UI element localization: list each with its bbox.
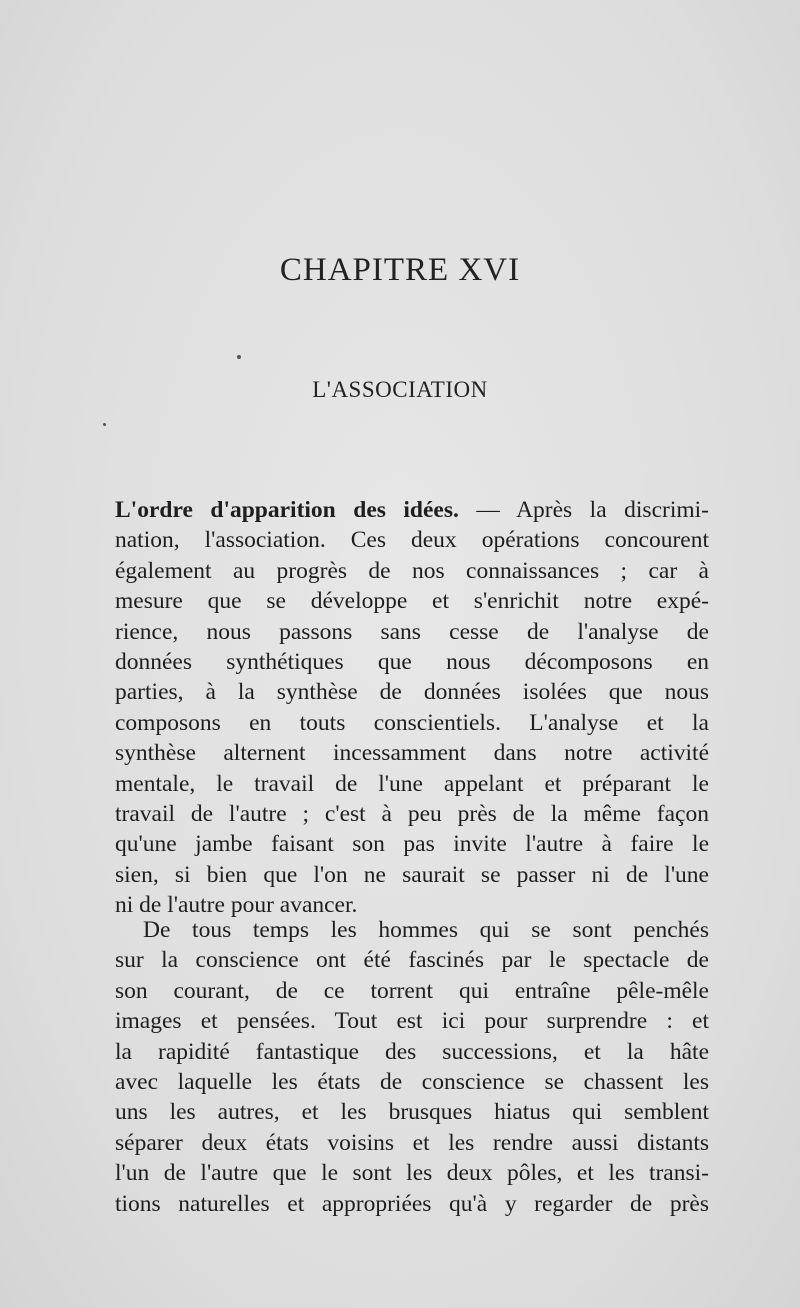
ink-speck [237,355,241,359]
text-line: De tous temps les hommes qui se sont penchés [143,917,709,943]
text-line: parties, à la synthèse de données isolées que nous [115,679,709,706]
text-line: sur la conscience ont été fascinés par le spectacle de [115,947,709,974]
text-line: mesure que se développe et s'enrichit notre expé- [115,588,709,615]
paragraph-1 [115,495,709,920]
text-line: images et pensées. Tout est ici pour surprendre : et [115,1008,709,1035]
paragraph-lead: L'ordre d'apparition des idées. [115,497,459,523]
text-line: rience, nous passons sans cesse de l'analyse de [115,618,709,645]
chapter-title: CHAPITRE XVI [279,252,521,288]
text-line: la rapidité fantastique des successions, et la hâte [115,1038,709,1065]
text-line: l'un de l'autre que le sont les deux pôles, et les transi- [115,1160,709,1187]
text-line: composons en touts conscientiels. L'analyse et la [115,709,709,736]
text-line: mentale, le travail de l'une appelant et préparant le [115,770,709,797]
text-line: L'ordre d'apparition des idées. — Après la discrimi- [115,497,709,523]
text-line: avec laquelle les états de conscience se chassent les [115,1068,709,1095]
text-line: ni de l'autre pour avancer. [115,892,358,919]
text-line: tions naturelles et appropriées qu'à y regarder de près [115,1190,709,1217]
ink-speck [103,423,106,426]
text-line: sien, si bien que l'on ne saurait se passer ni de l'une [115,861,709,888]
text-line: travail de l'autre ; c'est à peu près de la même façon [115,800,709,827]
text-line: nation, l'association. Ces deux opérations concourent [115,527,709,554]
paragraph-2 [115,915,709,1219]
section-title: L'ASSOCIATION [312,377,488,402]
text-line: également au progrès de nos connaissances ; car à [115,557,709,584]
text-line: synthèse alternent incessamment dans notre activité [115,740,709,767]
text-line: données synthétiques que nous décomposons en [115,648,709,675]
text-line: son courant, de ce torrent qui entraîne pêle-mêle [115,977,709,1004]
text-line: séparer deux états voisins et les rendre aussi distants [115,1129,709,1156]
text-line: qu'une jambe faisant son pas invite l'autre à faire le [115,831,709,858]
text-line: uns les autres, et les brusques hiatus qui semblent [115,1099,709,1126]
